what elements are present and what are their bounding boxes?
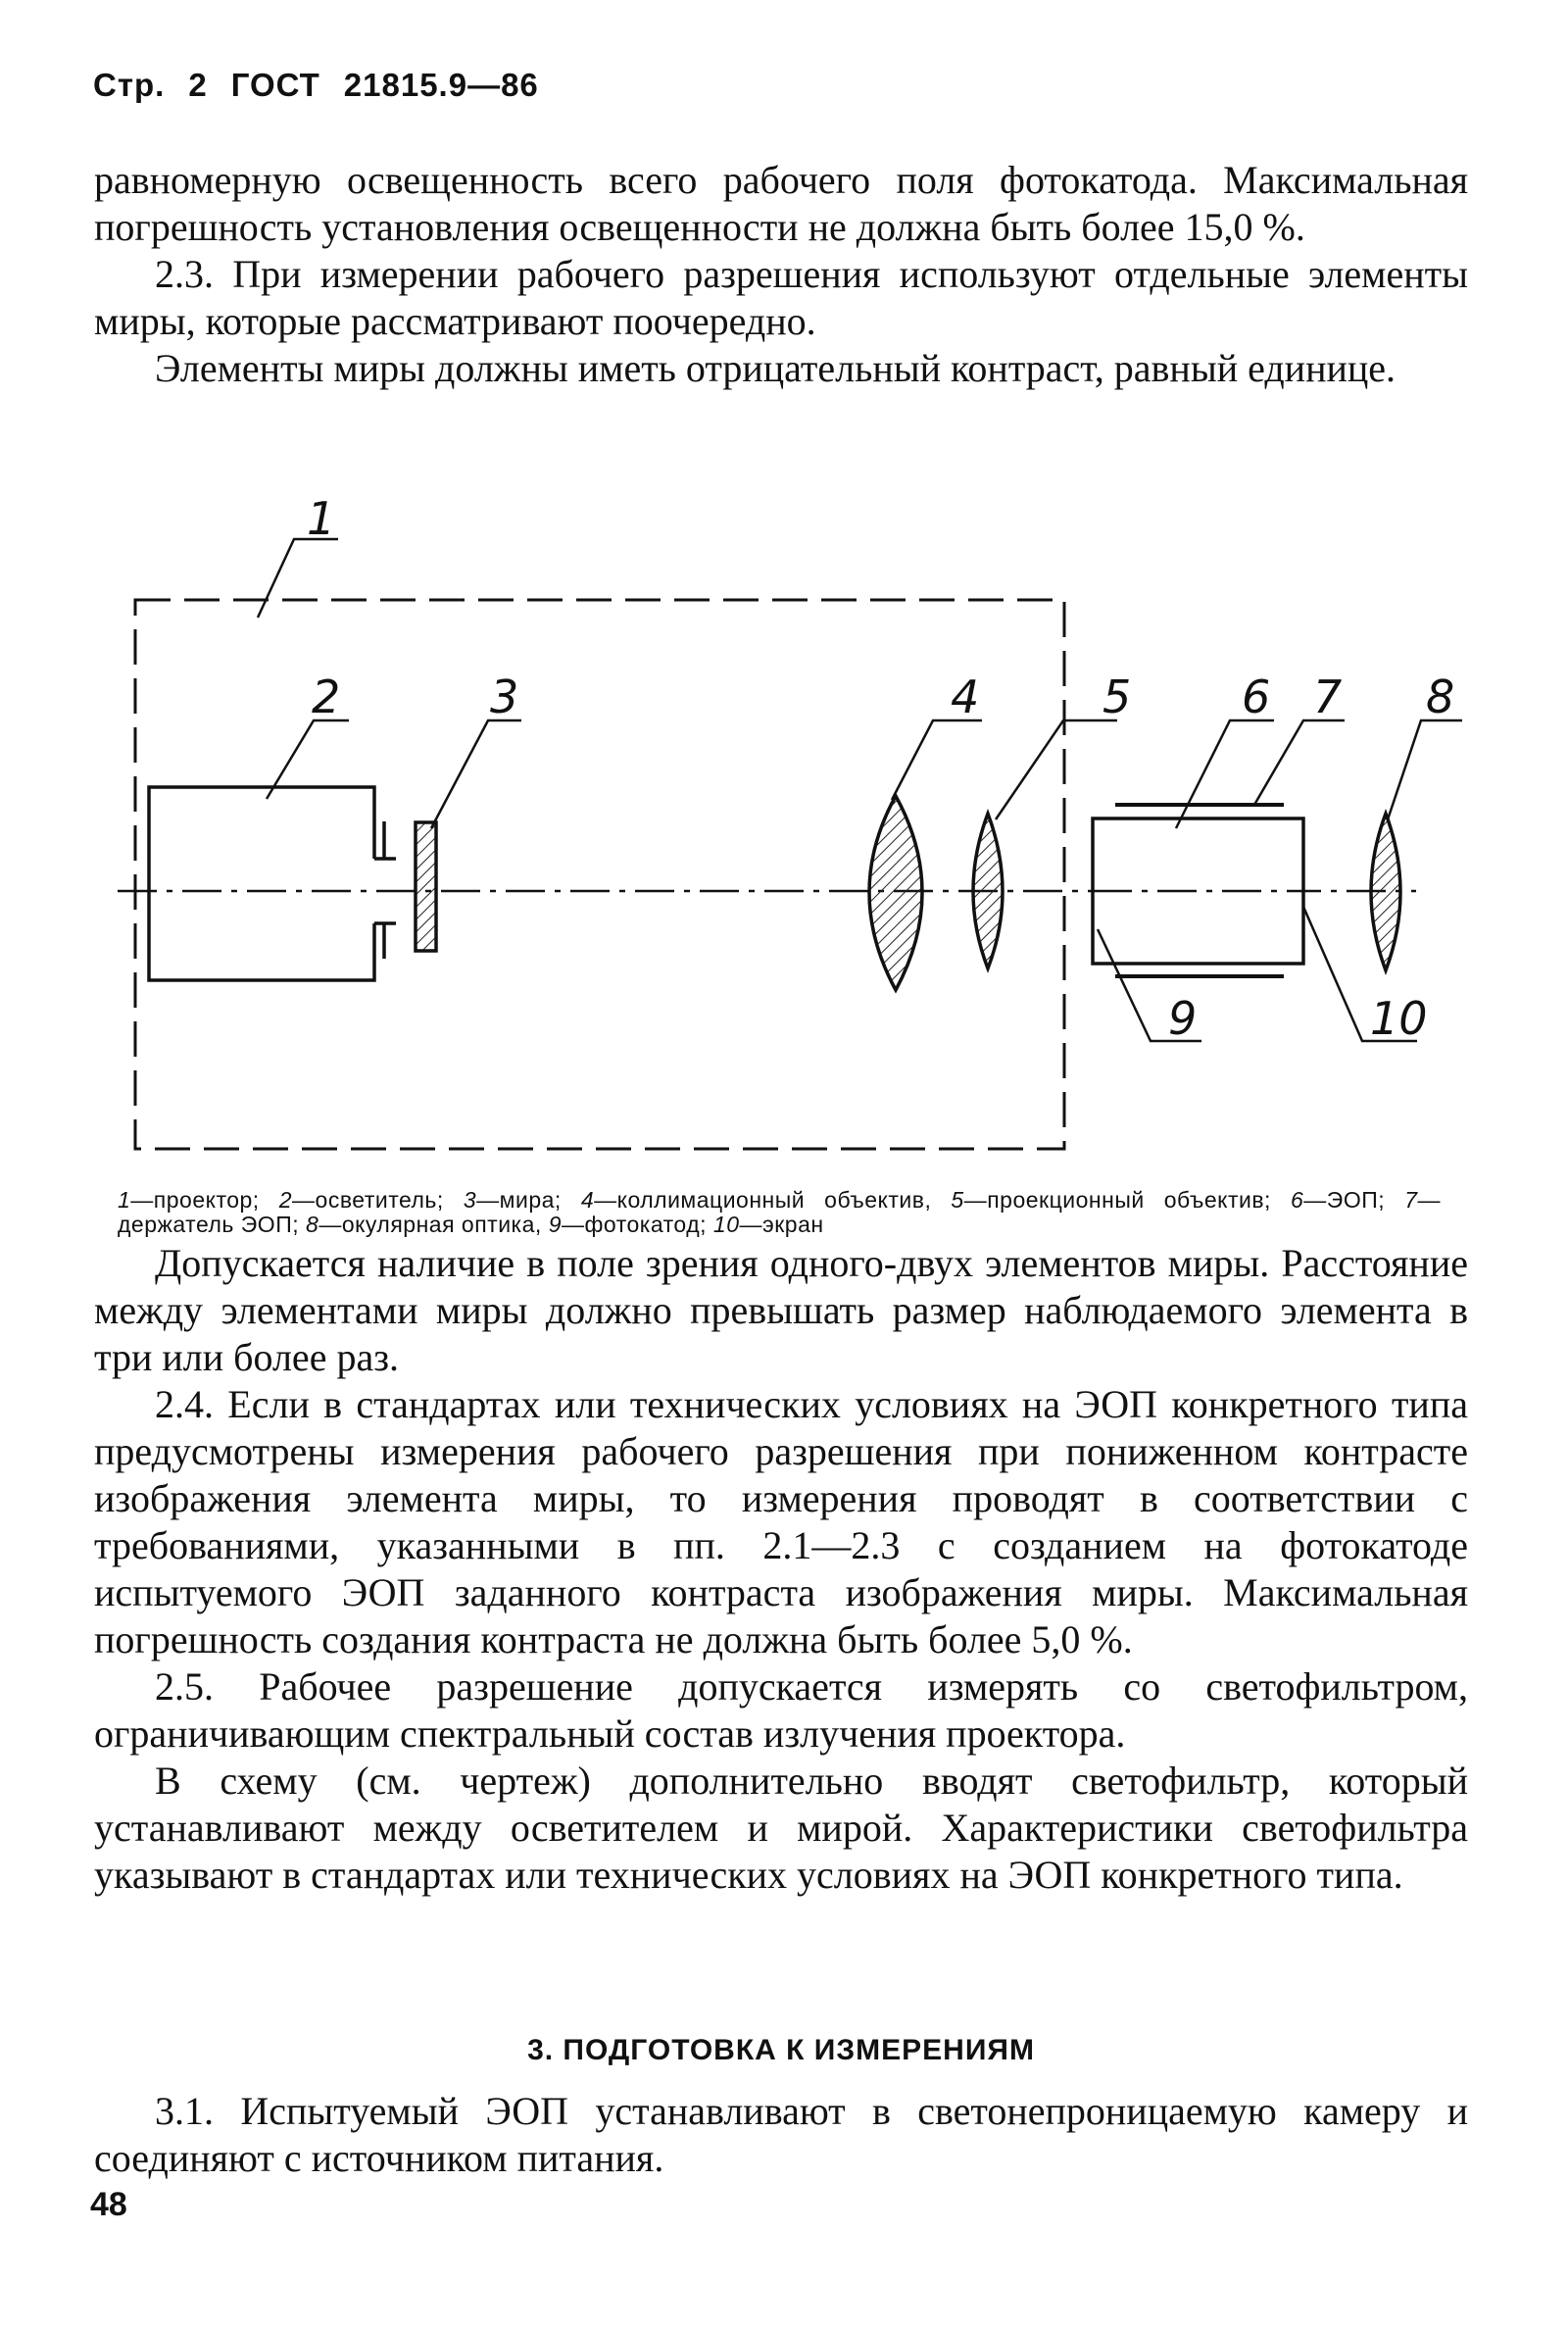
caption-num: 4 (580, 1187, 595, 1213)
caption-num: 6 (1291, 1187, 1304, 1213)
callout-label-10: 10 (1370, 992, 1428, 1045)
text-block-bottom (94, 1240, 1468, 1899)
caption-text: —окулярная оптика, (318, 1212, 549, 1237)
caption-num: 2 (278, 1187, 293, 1213)
projection-lens (973, 814, 1003, 968)
paragraph: Элементы миры должны иметь отрицательный контраст, равный единице. (155, 346, 1396, 390)
caption-num: 9 (548, 1212, 562, 1237)
illuminator-box (149, 787, 374, 980)
collimating-lens (869, 796, 922, 990)
callout-label-5: 5 (1102, 670, 1132, 723)
leader-line-7 (1254, 720, 1345, 805)
paragraph: 2.3. При измерении рабочего разрешения используют отдельные элементы миры, которые рассматривают поочередно. (94, 252, 1468, 343)
eyepiece-optics (1371, 814, 1400, 970)
callout-label-9: 9 (1168, 992, 1198, 1045)
callout-label-1: 1 (307, 492, 336, 545)
text-block-section (94, 2088, 1468, 2182)
paragraph: 2.5. Рабочее разрешение допускается измерять со светофильтром, ограничивающим спектральный состав излучения проектора. (94, 1664, 1468, 1756)
callout-label-4: 4 (951, 670, 980, 723)
header-standard-number: 21815.9—86 (343, 67, 539, 103)
caption-num: 7 (1404, 1187, 1418, 1213)
caption-text: —мира; (476, 1187, 581, 1213)
paragraph: 3.1. Испытуемый ЭОП устанавливают в светонепроницаемую камеру и соединяют с источником питания. (94, 2089, 1468, 2180)
callout-label-3: 3 (490, 670, 519, 723)
leader-line-8 (1388, 720, 1462, 819)
caption-text: —экран (739, 1212, 824, 1237)
leader-line-5 (996, 720, 1117, 819)
caption-num: 8 (306, 1212, 319, 1237)
mira-target (416, 822, 436, 951)
caption-text: —осветитель; (292, 1187, 464, 1213)
leader-line-3 (431, 720, 521, 828)
caption-num: 3 (463, 1187, 477, 1213)
projector-dashed-frame (135, 600, 1064, 1149)
caption-num: 1 (118, 1187, 131, 1213)
section-heading: 3. ПОДГОТОВКА К ИЗМЕРЕНИЯМ (527, 2034, 1035, 2066)
page-number: 48 (90, 2186, 127, 2223)
callout-label-8: 8 (1426, 670, 1455, 723)
caption-num: 5 (951, 1187, 964, 1213)
callout-label-7: 7 (1313, 670, 1343, 723)
caption-text: —коллимационный объектив, (594, 1187, 952, 1213)
paragraph: 2.4. Если в стандартах или технических условиях на ЭОП конкретного типа предусмотрены измерения рабочего разрешения при пониженном контрасте изображения элемента миры, то измерения проводят в соответствии с требованиями, указанными в пп. 2.1—2.3 с созданием на фотокатоде испытуемого ЭОП заданного контраста изображения миры. Максимальная погрешность создания контраста не должна быть более 5,0 %. (94, 1382, 1468, 1661)
caption-text: —проекционный объектив; (963, 1187, 1291, 1213)
caption-num: 10 (712, 1212, 740, 1237)
caption-text: —проектор; (130, 1187, 279, 1213)
figure-caption (118, 1188, 1441, 1237)
caption-text: —ЭОП; (1303, 1187, 1405, 1213)
header-page-prefix: Стр. (93, 67, 166, 103)
callout-label-2: 2 (312, 670, 341, 723)
paragraph: Допускается наличие в поле зрения одного-двух элементов миры. Расстояние между элементами миры должно превышать размер наблюдаемого элемента в три или более раз. (94, 1241, 1468, 1379)
leader-line-1 (258, 539, 338, 618)
leader-line-4 (892, 720, 982, 800)
leader-line-6 (1176, 720, 1274, 828)
header-standard: ГОСТ (230, 67, 320, 103)
header-page-number: 2 (188, 67, 208, 103)
paragraph: В схему (см. чертеж) дополнительно вводят светофильтр, который устанавливают между осветителем и мирой. Характеристики светофильтра указывают в стандартах или технических условиях на ЭОП конкретного типа. (94, 1759, 1468, 1897)
paragraph: равномерную освещенность всего рабочего поля фотокатода. Максимальная погрешность установления освещенности не должна быть более 15,0 %. (94, 158, 1468, 249)
caption-text: —фотокатод; (562, 1212, 713, 1237)
caption-text: —держатель ЭОП; (118, 1187, 1441, 1237)
callout-label-6: 6 (1242, 670, 1271, 723)
